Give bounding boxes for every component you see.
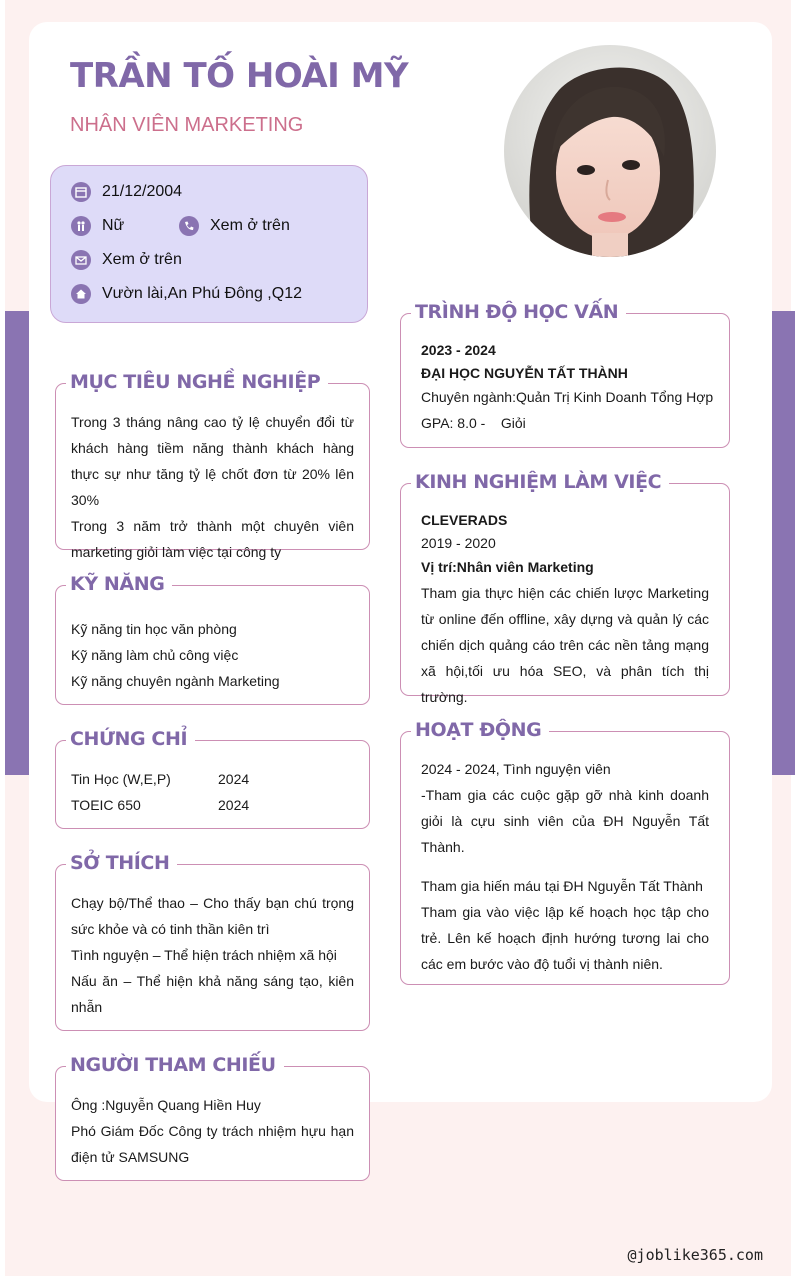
reference-position: Phó Giám Đốc Công ty trách nhiệm hựu hạn điện tử SAMSUNG	[71, 1123, 354, 1165]
home-icon	[71, 284, 91, 304]
footer-handle: @joblike365.com	[627, 1246, 763, 1264]
hobbies-title: SỞ THÍCH	[66, 850, 177, 876]
contact-email	[71, 250, 182, 270]
address-text: Vườn lài,An Phú Đông ,Q12	[102, 285, 302, 302]
skills-section	[55, 573, 370, 705]
candidate-name: TRẦN TỐ HOÀI MỸ	[70, 56, 409, 96]
email-text: Xem ở trên	[102, 251, 182, 268]
experience-description: Tham gia thực hiện các chiến lược Marketing từ online đến offline, xây dựng và quản lý các chiến dịch quảng cáo trên các nền tảng mạng xã hội,tối ưu hóa SEO, và phân tích thị trường.	[421, 585, 709, 705]
hobby-item: Nấu ăn – Thể hiện khả năng sáng tạo, kiên nhẫn	[71, 973, 354, 1015]
contact-phone	[179, 216, 290, 236]
objective-title: MỤC TIÊU NGHỀ NGHIỆP	[66, 369, 328, 395]
certificate-row	[71, 792, 354, 818]
side-band-right	[772, 311, 795, 775]
certificates-title: CHỨNG CHỈ	[66, 726, 195, 752]
reference-name: Ông :Nguyễn Quang Hiền Huy	[71, 1097, 261, 1113]
objective-paragraph: Trong 3 tháng nâng cao tỷ lệ chuyển đổi từ khách hàng tiềm năng thành khách hàng thực sự như tăng tỷ lệ chốt đơn từ 20% lên 30%	[71, 414, 354, 508]
gender-icon	[71, 216, 91, 236]
objective-paragraph: Trong 3 năm trở thành một chuyên viên marketing giỏi làm việc tại công ty	[71, 518, 354, 560]
education-period: 2023 - 2024	[421, 342, 496, 358]
skill-item: Kỹ năng chuyên ngành Marketing	[71, 673, 280, 689]
reference-section	[55, 1054, 370, 1181]
certificate-name: TOEIC 650	[71, 797, 141, 813]
certificate-year: 2024	[218, 797, 250, 813]
certificate-year: 2024	[218, 771, 250, 787]
calendar-icon	[71, 182, 91, 202]
phone-text: Xem ở trên	[210, 217, 290, 234]
phone-icon	[179, 216, 199, 236]
experience-title: KINH NGHIỆM LÀM VIỆC	[411, 469, 669, 495]
hobby-item: Chạy bộ/Thể thao – Cho thấy bạn chú trọng sức khỏe và có tinh thần kiên trì	[71, 895, 354, 937]
certificate-row	[71, 766, 354, 792]
activity-heading: 2024 - 2024, Tình nguyện viên	[421, 761, 611, 777]
education-school: ĐẠI HỌC NGUYỄN TẤT THÀNH	[421, 365, 628, 381]
certificate-name: Tin Học (W,E,P)	[71, 771, 171, 787]
contact-address	[71, 284, 302, 304]
mail-icon	[71, 250, 91, 270]
activities-section	[400, 719, 730, 985]
reference-title: NGƯỜI THAM CHIẾU	[66, 1052, 284, 1078]
experience-position: Vị trí:Nhân viên Marketing	[421, 559, 594, 575]
experience-period: 2019 - 2020	[421, 535, 496, 551]
activity-paragraph: Tham gia vào việc lập kế hoạch học tập cho trẻ. Lên kế hoạch định hướng tương lai cho các em bước vào độ tuổi vị thành niên.	[421, 904, 709, 972]
hobbies-section	[55, 852, 370, 1031]
activities-title: HOẠT ĐỘNG	[411, 717, 549, 743]
avatar	[504, 45, 716, 257]
education-major: Chuyên ngành:Quản Trị Kinh Doanh Tổng Hợp	[421, 389, 714, 405]
experience-company: CLEVERADS	[421, 512, 508, 528]
contact-birthday	[71, 182, 182, 202]
objective-section	[55, 371, 370, 560]
experience-section	[400, 471, 730, 705]
job-title: NHÂN VIÊN MARKETING	[70, 114, 304, 136]
activity-paragraph: -Tham gia các cuộc gặp gỡ nhà kinh doanh giỏi là cựu sinh viên của ĐH Nguyễn Tất Thành.	[421, 787, 709, 855]
education-gpa: GPA: 8.0 - Giỏi	[421, 415, 526, 431]
side-band-left	[5, 311, 30, 775]
certificates-section	[55, 728, 370, 829]
birthday-text: 21/12/2004	[102, 183, 183, 200]
education-section	[400, 301, 730, 448]
hobby-item: Tình nguyện – Thể hiện trách nhiệm xã hội	[71, 947, 337, 963]
skill-item: Kỹ năng làm chủ công việc	[71, 647, 239, 663]
gender-text: Nữ	[102, 217, 125, 234]
education-title: TRÌNH ĐỘ HỌC VẤN	[411, 299, 626, 325]
skills-title: KỸ NĂNG	[66, 571, 172, 597]
contact-gender	[71, 216, 124, 236]
skill-item: Kỹ năng tin học văn phòng	[71, 621, 237, 637]
activity-paragraph: Tham gia hiến máu tại ĐH Nguyễn Tất Thành	[421, 878, 703, 894]
